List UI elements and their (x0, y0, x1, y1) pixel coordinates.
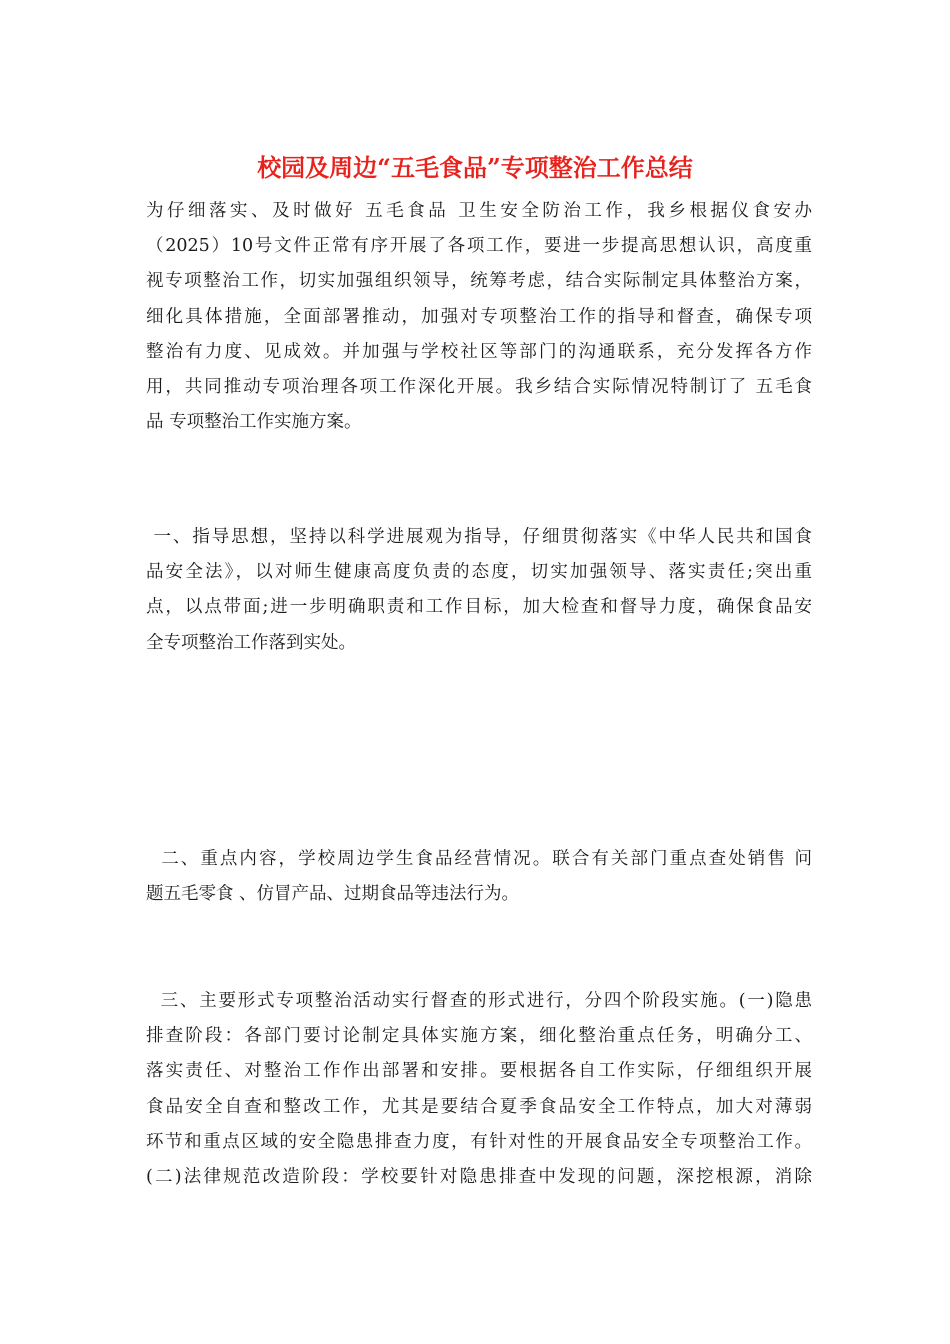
text-line: 点，以点带面;进一步明确职责和工作目标，加大检查和督导力度，确保食品安 (146, 597, 812, 618)
text-line: 二、重点内容，学校周边学生食品经营情况。联合有关部门重点查处销售 问 (146, 849, 812, 869)
text-line: 题五毛零食 、仿冒产品、过期食品等违法行为。 (146, 884, 520, 905)
text-line: 品 专项整治工作实施方案。 (146, 412, 362, 433)
text-line: 一、指导思想，坚持以科学进展观为指导，仔细贯彻落实《中华人民共和国食 (146, 527, 812, 547)
text-line: （2025）10号文件正常有序开展了各项工作，要进一步提高思想认识，高度重 (146, 236, 812, 257)
text-line: 环节和重点区域的安全隐患排查力度，有针对性的开展食品安全专项整治工作。 (146, 1131, 812, 1152)
text-line: 三、主要形式专项整治活动实行督查的形式进行，分四个阶段实施。(一)隐患 (146, 991, 812, 1011)
paragraph-intro (146, 194, 812, 440)
paragraph-main-forms (146, 984, 812, 1195)
text-line: 为仔细落实、及时做好 五毛食品 卫生安全防治工作，我乡根据仪食安办 (146, 201, 812, 221)
text-line: 食品安全自查和整改工作，尤其是要结合夏季食品安全工作特点，加大对薄弱 (146, 1096, 812, 1117)
text-line: 细化具体措施，全面部署推动，加强对专项整治工作的指导和督查，确保专项 (146, 306, 812, 327)
text-line: 排查阶段：各部门要讨论制定具体实施方案，细化整治重点任务，明确分工、 (146, 1026, 812, 1047)
text-line: (二)法律规范改造阶段：学校要针对隐患排查中发现的问题，深挖根源，消除 (146, 1166, 812, 1187)
text-line: 整治有力度、见成效。并加强与学校社区等部门的沟通联系，充分发挥各方作 (146, 341, 812, 362)
text-line: 落实责任、对整治工作作出部署和安排。要根据各自工作实际，仔细组织开展 (146, 1061, 812, 1082)
paragraph-key-content (146, 842, 812, 912)
paragraph-guiding-thought (146, 520, 812, 661)
text-line: 用，共同推动专项治理各项工作深化开展。我乡结合实际情况特制订了 五毛食 (146, 376, 812, 397)
text-line: 品安全法》，以对师生健康高度负责的态度，切实加强领导、落实责任;突出重 (146, 562, 812, 583)
document-title: 校园及周边“五毛食品”专项整治工作总结 (257, 153, 693, 182)
text-line: 全专项整治工作落到实处。 (146, 632, 356, 653)
text-line: 视专项整治工作，切实加强组织领导，统筹考虑，结合实际制定具体整治方案， (146, 271, 812, 292)
